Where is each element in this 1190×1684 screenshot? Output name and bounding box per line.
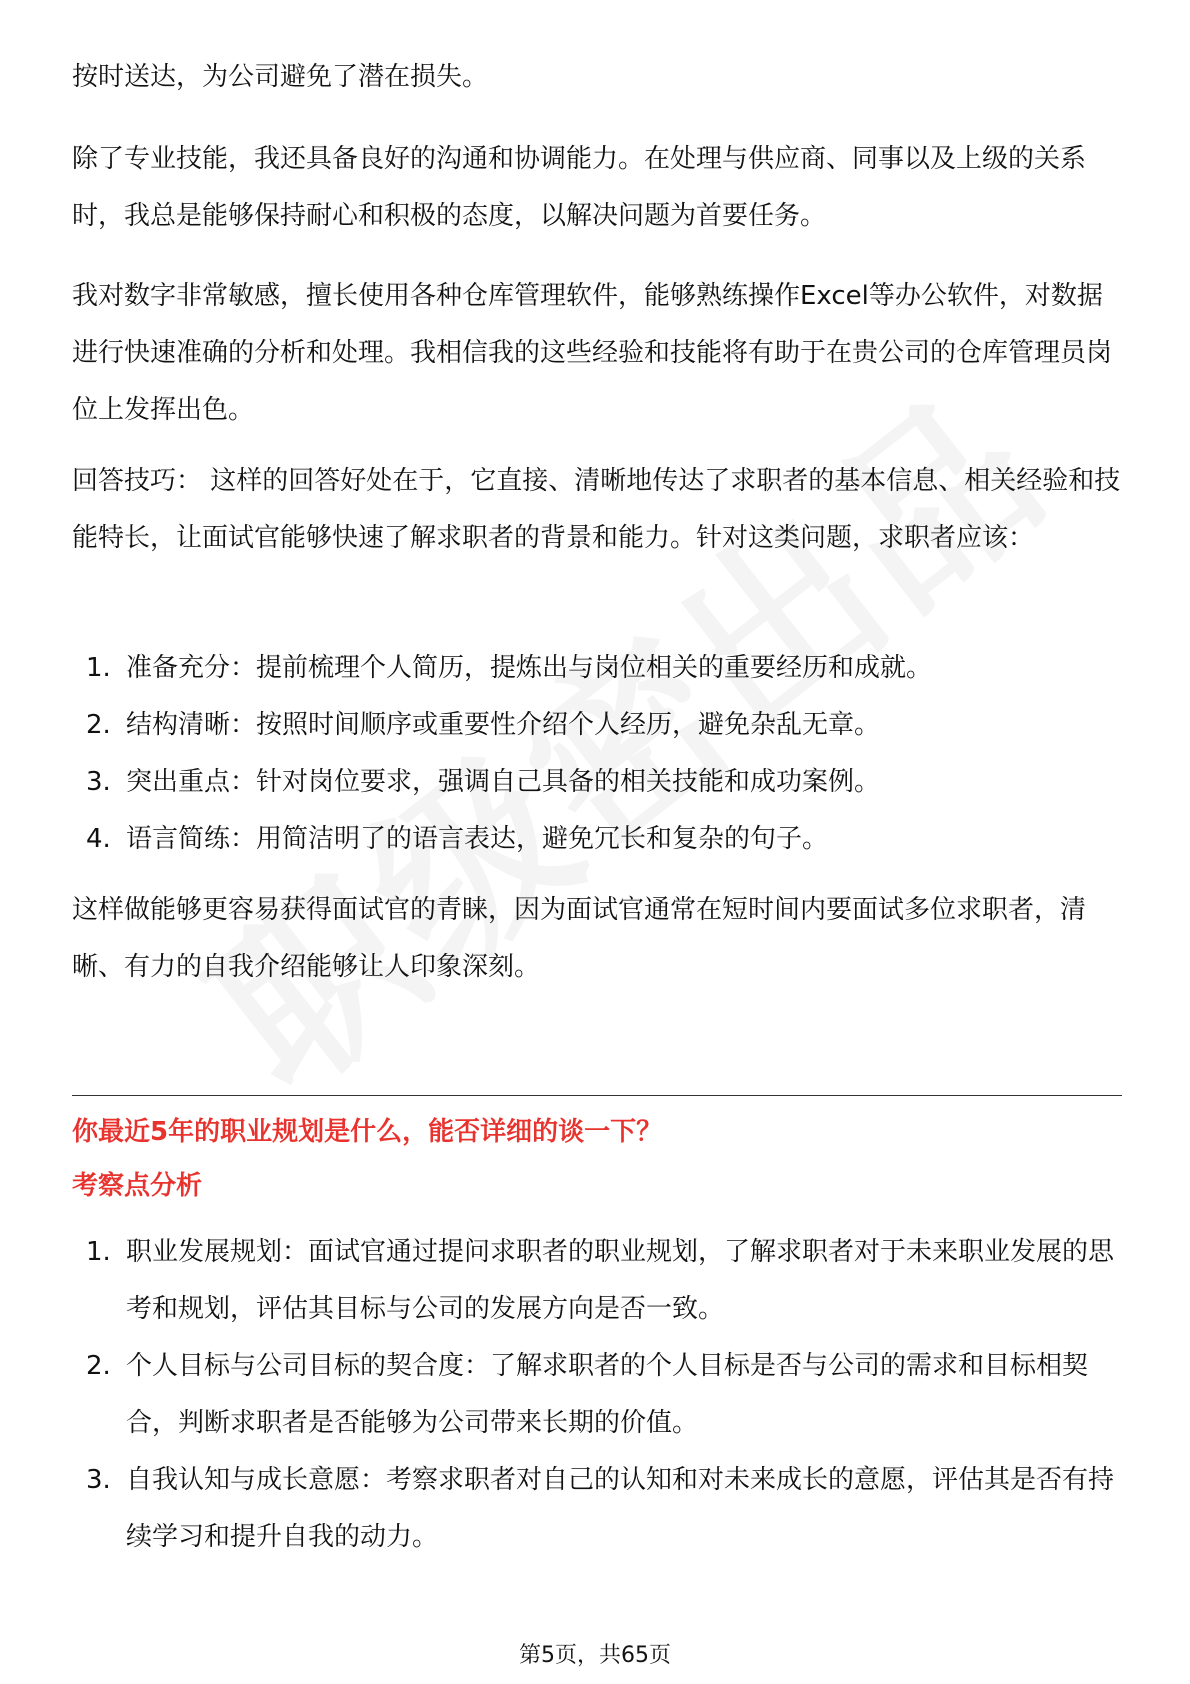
page-footer: 第5页，共65页 [519, 1643, 671, 1668]
list-item-text: 结构清晰：按照时间顺序或重要性介绍个人经历，避免杂乱无章。 [126, 710, 881, 740]
list-item-text: 突出重点：针对岗位要求，强调自己具备的相关技能和成功案例。 [126, 767, 881, 797]
paragraph-3: 我对数字非常敏感，擅长使用各种仓库管理软件，能够熟练操作Excel等办公软件，对数据进行快速准确的分析和处理。我相信我的这些经验和技能将有助于在贵公司的仓库管理员岗位上发挥出色。 [72, 281, 1113, 425]
section-divider [72, 1095, 1122, 1096]
list-item [72, 1452, 1122, 1566]
list-item [72, 754, 1122, 811]
paragraph-answer-tips: 回答技巧： 这样的回答好处在于，它直接、清晰地传达了求职者的基本信息、相关经验和技能特长，让面试官能够快速了解求职者的背景和能力。针对这类问题，求职者应该： [72, 466, 1121, 553]
list-item-text: 语言简练：用简洁明了的语言表达，避免冗长和复杂的句子。 [126, 824, 829, 854]
list-item-number: 3. [86, 767, 111, 797]
list-item [72, 1338, 1122, 1452]
paragraph-2: 除了专业技能，我还具备良好的沟通和协调能力。在处理与供应商、同事以及上级的关系时，我总是能够保持耐心和积极的态度，以解决问题为首要任务。 [72, 144, 1087, 231]
list-item [72, 811, 1122, 868]
paragraph-conclusion: 这样做能够更容易获得面试官的青睐，因为面试官通常在短时间内要面试多位求职者，清晰、有力的自我介绍能够让人印象深刻。 [72, 895, 1087, 982]
list-item-number: 1. [86, 1237, 111, 1267]
list-item-number: 3. [86, 1465, 111, 1495]
list-item-number: 2. [86, 710, 111, 740]
list-item-number: 1. [86, 653, 111, 683]
analysis-list [72, 1224, 1122, 1566]
list-item-text: 职业发展规划：面试官通过提问求职者的职业规划，了解求职者对于未来职业发展的思考和规划，评估其目标与公司的发展方向是否一致。 [126, 1237, 1115, 1324]
paragraph-1: 按时送达，为公司避免了潜在损失。 [72, 62, 489, 92]
tips-list [72, 640, 1122, 868]
list-item [72, 640, 1122, 697]
list-item-text: 个人目标与公司目标的契合度：了解求职者的个人目标是否与公司的需求和目标相契合，判断求职者是否能够为公司带来长期的价值。 [126, 1351, 1089, 1438]
list-item-number: 2. [86, 1351, 111, 1381]
list-item [72, 697, 1122, 754]
list-item-number: 4. [86, 824, 111, 854]
question-heading: 你最近5年的职业规划是什么，能否详细的谈一下？ [72, 1117, 663, 1147]
list-item [72, 1224, 1122, 1338]
list-item-text: 准备充分：提前梳理个人简历，提炼出与岗位相关的重要经历和成就。 [126, 653, 933, 683]
analysis-heading: 考察点分析 [72, 1171, 203, 1201]
list-item-text: 自我认知与成长意愿：考察求职者对自己的认知和对未来成长的意愿，评估其是否有持续学习和提升自我的动力。 [126, 1465, 1115, 1552]
